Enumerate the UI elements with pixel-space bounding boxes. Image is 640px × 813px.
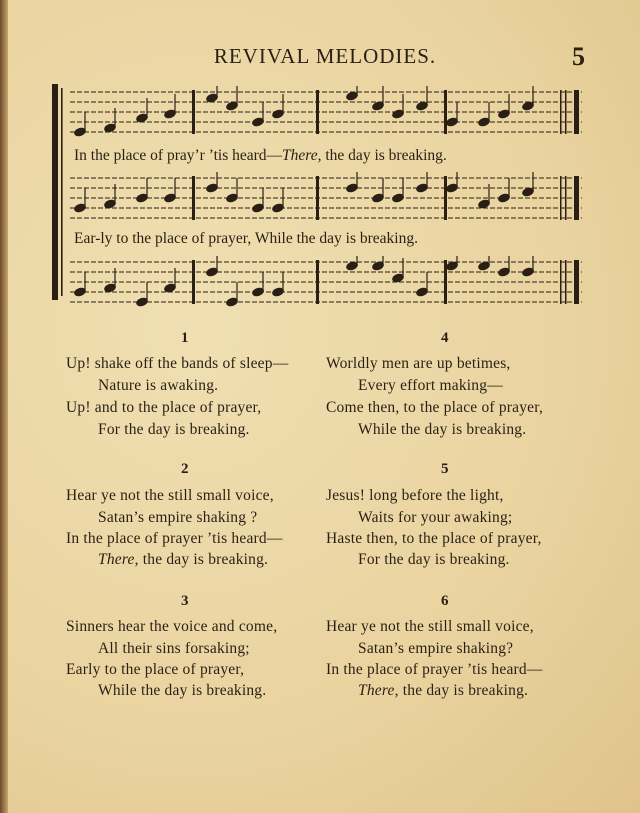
- verse-line: Worldly men are up betimes,: [326, 355, 511, 372]
- bar-line: [444, 176, 447, 220]
- bar-line: [316, 260, 319, 304]
- music-staff-1: [52, 86, 586, 140]
- running-header: REVIVAL MELODIES.: [213, 44, 437, 68]
- bar-line: [316, 176, 319, 220]
- verse-line: Early to the place of prayer,: [66, 661, 245, 678]
- verse-number: 6: [441, 593, 449, 609]
- lyric-line-1: In the place of pray’r ’tis heard—There, the day is breaking.: [74, 147, 447, 164]
- final-bar: [565, 90, 567, 134]
- final-bar: [574, 176, 579, 220]
- lyric-line-2: Ear-ly to the place of prayer, While the day is breaking.: [74, 230, 418, 247]
- verse-line: Satan’s empire shaking?: [358, 640, 514, 657]
- verse-line: Come then, to the place of prayer,: [326, 399, 544, 416]
- verse-line: For the day is breaking.: [358, 551, 510, 568]
- verse-line: In the place of prayer ’tis heard—: [66, 530, 283, 547]
- final-bar: [565, 260, 567, 304]
- bar-line: [192, 90, 195, 134]
- verse-line: Satan’s empire shaking ?: [98, 509, 258, 526]
- verse-line: Nature is awaking.: [98, 377, 219, 394]
- final-bar: [560, 90, 562, 134]
- verse-line-italic: There, the day is breaking.: [358, 682, 529, 699]
- final-bar: [560, 260, 562, 304]
- verse-number: 1: [181, 330, 189, 346]
- verse-number: 5: [441, 461, 449, 477]
- music-staff-2: [52, 172, 586, 226]
- verse-line: Up! shake off the bands of sleep—: [66, 355, 289, 372]
- verse-line: All their sins forsaking;: [98, 640, 250, 657]
- verse-line: Waits for your awaking;: [358, 509, 513, 526]
- verse-line: In the place of prayer ’tis heard—: [326, 661, 543, 678]
- music-staff-3: [52, 256, 586, 310]
- verse-line: Up! and to the place of prayer,: [66, 399, 262, 416]
- final-bar: [560, 176, 562, 220]
- verse-line: Jesus! long before the light,: [326, 487, 504, 504]
- page-number: 5: [572, 42, 585, 71]
- bar-line: [192, 260, 195, 304]
- verse-number: 4: [441, 330, 449, 346]
- verse-line: Haste then, to the place of prayer,: [326, 530, 542, 547]
- verse-line: While the day is breaking.: [98, 682, 267, 699]
- book-spine-edge: [0, 0, 8, 813]
- verse-line: While the day is breaking.: [358, 421, 527, 438]
- bar-line: [192, 176, 195, 220]
- verse-line: Hear ye not the still small voice,: [66, 487, 274, 504]
- verse-line: For the day is breaking.: [98, 421, 250, 438]
- verse-line-italic: There, the day is breaking.: [98, 551, 269, 568]
- verse-line: Hear ye not the still small voice,: [326, 618, 534, 635]
- bar-line: [316, 90, 319, 134]
- verse-number: 3: [181, 593, 189, 609]
- verse-line: Every effort making—: [358, 377, 503, 394]
- final-bar: [574, 90, 579, 134]
- final-bar: [574, 260, 579, 304]
- bar-line: [444, 90, 447, 134]
- verse-line: Sinners hear the voice and come,: [66, 618, 278, 635]
- final-bar: [565, 176, 567, 220]
- verse-number: 2: [181, 461, 189, 477]
